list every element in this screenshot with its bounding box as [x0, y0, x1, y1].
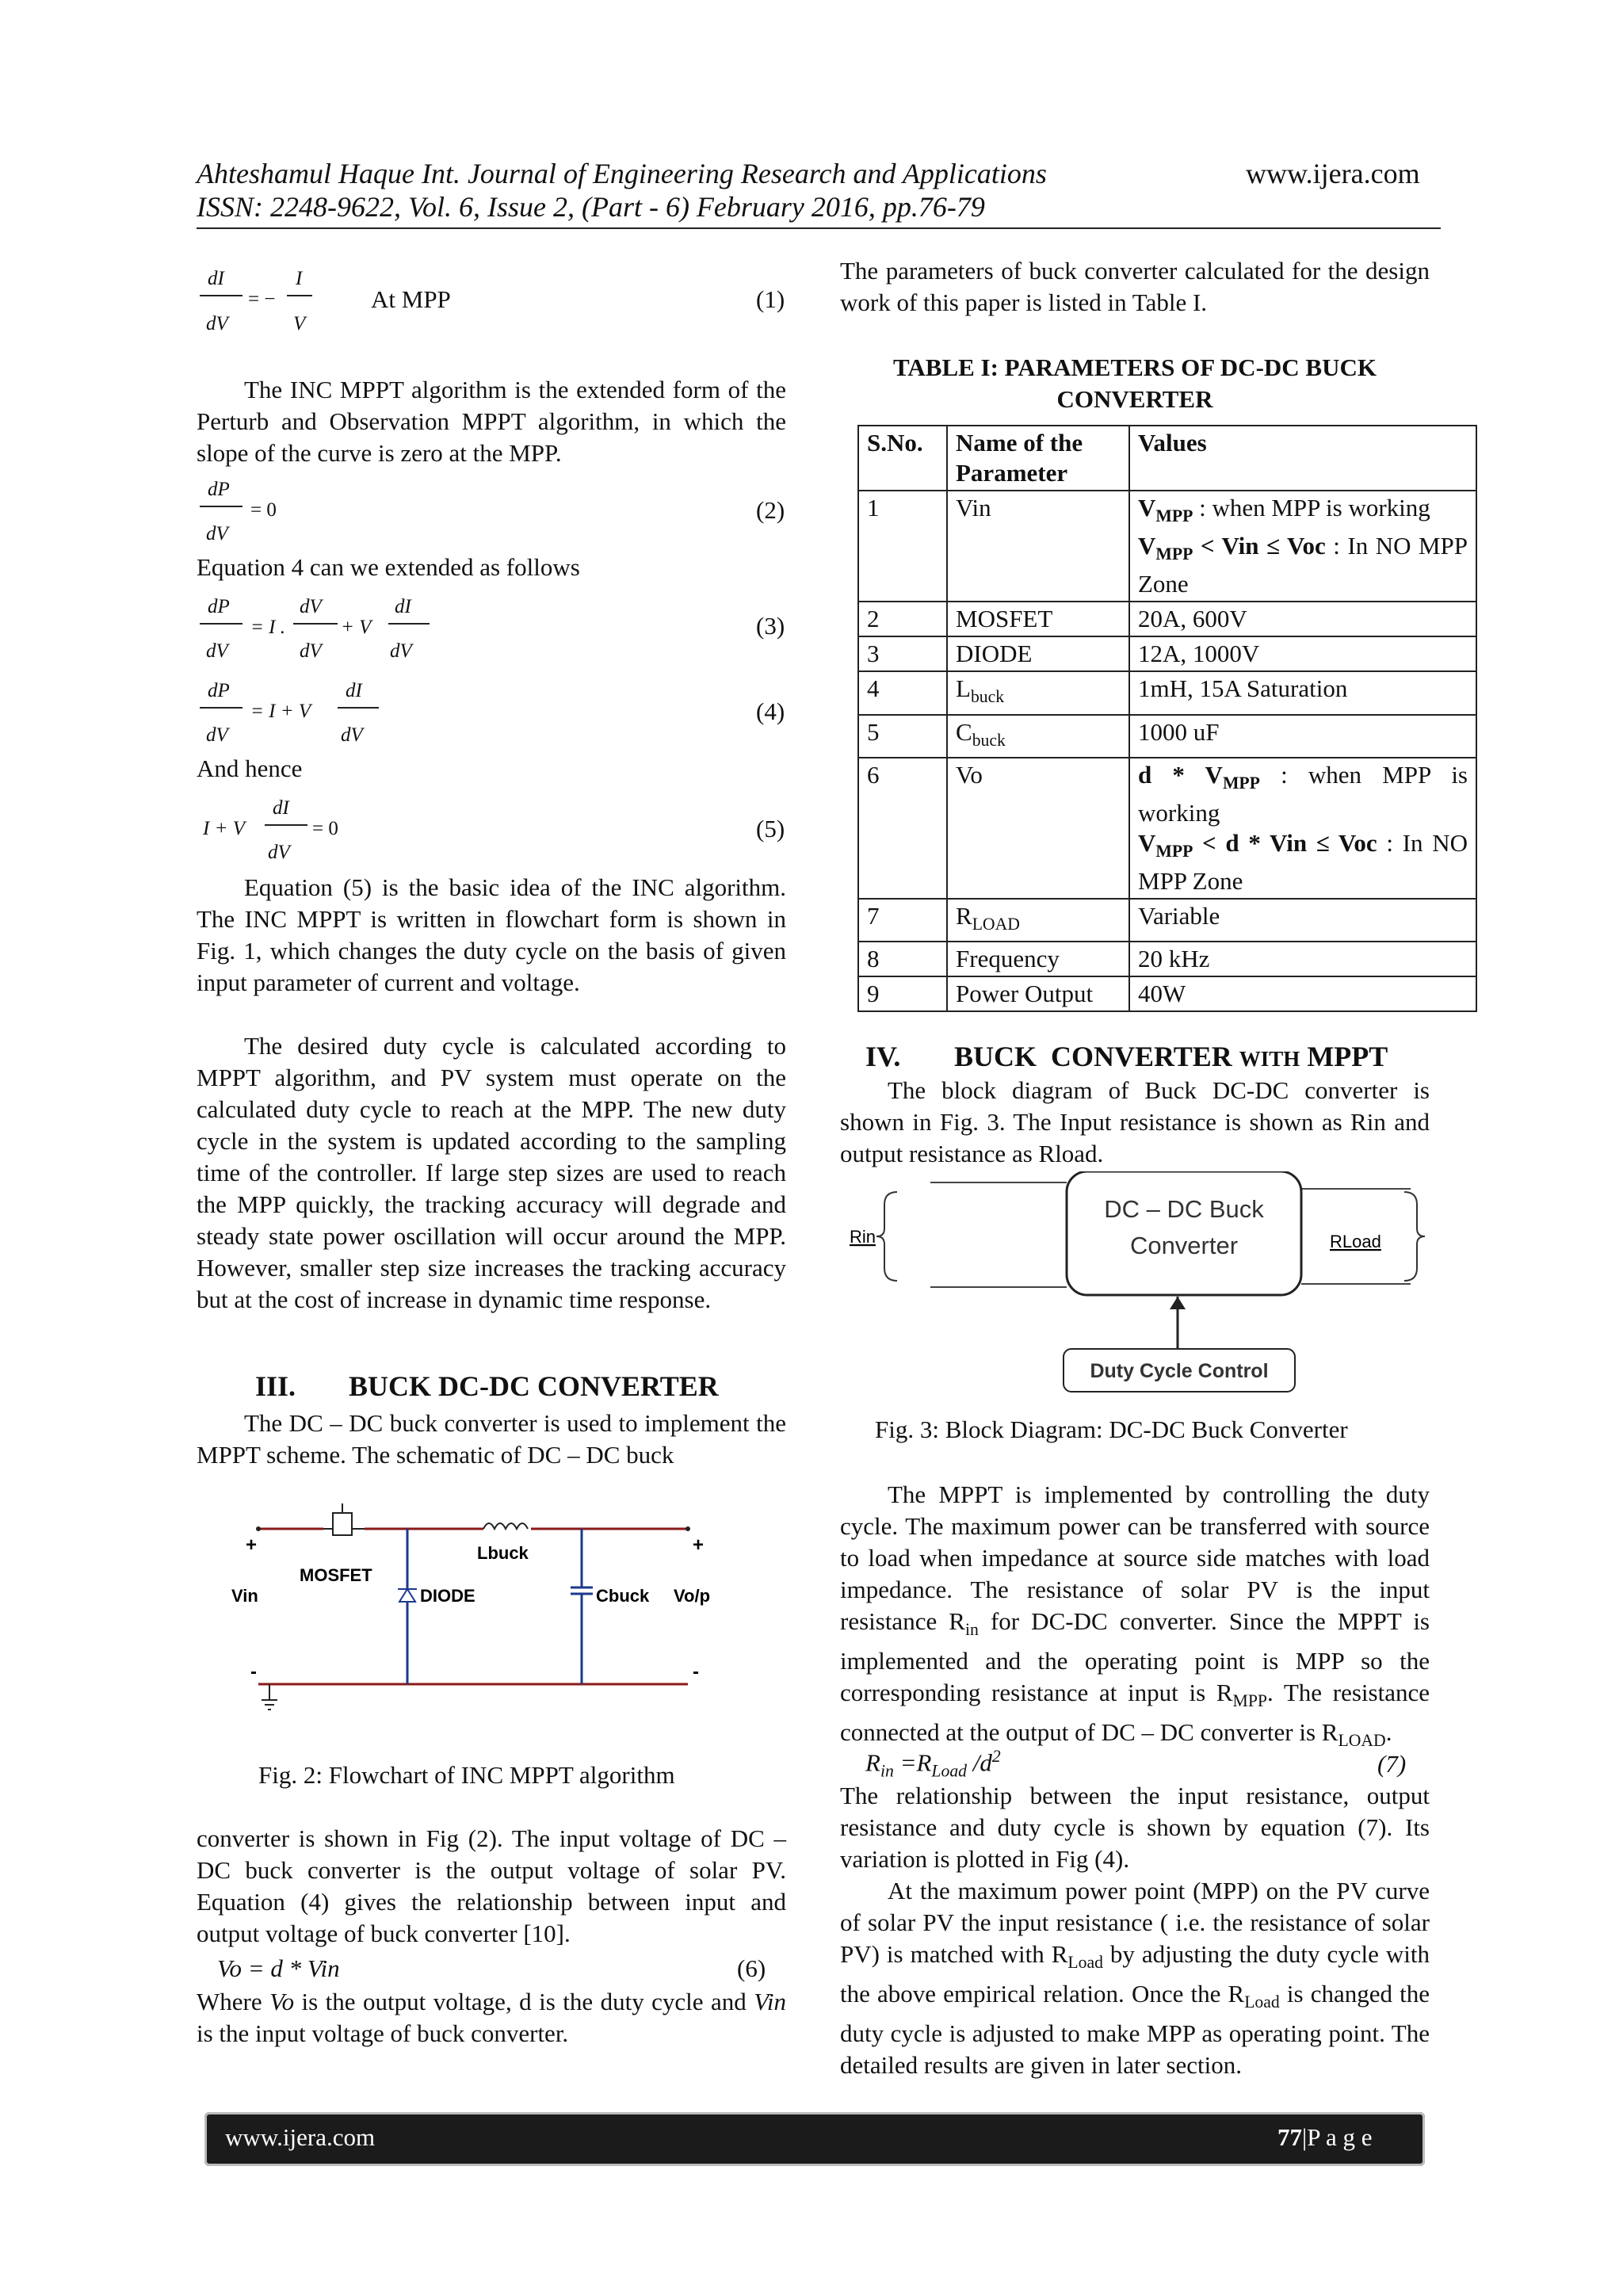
rload-brace [1404, 1192, 1425, 1281]
eq1-den: dV [206, 313, 228, 334]
duty-cycle-label: Duty Cycle Control [1090, 1360, 1269, 1382]
val-e: : In NO MPP Zone [1138, 532, 1468, 598]
table-title [840, 352, 1430, 415]
eq5-number: (5) [756, 815, 785, 842]
cell-value: 20A, 600V [1129, 602, 1476, 636]
paragraph-duty-cycle: The desired duty cycle is calculated according to MPPT algorithm, and PV system must operate on the calculated duty cycle to reach at the MPP. The new duty cycle in the system is updated according to the sampling time of the controller. If large step sizes are used to reach the MPP quickly, the tracking accuracy will degrade and steady state power oscillation will occur around the MPP. However, smaller step size increases the tracking accuracy but at the cost of increase in dynamic time response. [197, 1032, 786, 1313]
eq7-r: R [865, 1748, 880, 1777]
cell-name: MOSFET [947, 602, 1129, 636]
equation-intro: Equation 4 can we extended as follows [197, 553, 580, 581]
header-url[interactable]: www.ijera.com [1246, 158, 1420, 189]
val-c-sub: MPP [1155, 544, 1193, 564]
eq4-mid: = I + V [250, 701, 311, 722]
eq7-rsub: in [880, 1761, 894, 1781]
eq1-eq: = − [248, 288, 276, 310]
eq1-note: At MPP [371, 285, 451, 313]
eq4-d2: dV [341, 724, 363, 746]
cell-name: Power Output [947, 976, 1129, 1011]
equation-6: Vo = d * Vin [217, 1954, 340, 1982]
eq4-number: (4) [756, 697, 785, 725]
eq5-n: dI [273, 797, 289, 819]
schematic-diode: DIODE [420, 1586, 475, 1606]
section-4-number: IV. [865, 1041, 901, 1072]
cell-no: 7 [858, 899, 947, 942]
eq6-number: (6) [737, 1954, 766, 1982]
block-diagram [840, 1171, 1442, 1401]
schematic-lbuck: Lbuck [477, 1543, 529, 1563]
table-header-name: Name of the Parameter [947, 426, 1129, 491]
cell-value: 40W [1129, 976, 1476, 1011]
eq5-d: dV [268, 842, 290, 863]
cell-no: 3 [858, 636, 947, 671]
p3-sub2: MPP [1232, 1691, 1267, 1711]
cell-value [1129, 758, 1476, 899]
eq5-lhs: I + V [203, 818, 245, 839]
p5-a: At the maximum power point (MPP) on the PV curve of solar PV the input resistance ( i.e. the resistance of solar PV) is matched with R [840, 1877, 1430, 1968]
paragraph-parameters: The parameters of buck converter calculated for the design work of this paper is listed in Table I. [840, 257, 1430, 316]
paragraph-block-intro: The block diagram of Buck DC-DC converter is shown in Fig. 3. The Input resistance is shown as Rin and output resistance as Rload. [840, 1076, 1430, 1167]
running-header-issn: ISSN: 2248-9622, Vol. 6, Issue 2, (Part - 6) February 2016, pp.76-79 [197, 191, 985, 223]
p3-d: . [1385, 1718, 1392, 1747]
cell-value: 12A, 1000V [1129, 636, 1476, 671]
schematic-minus-right: - [693, 1661, 699, 1683]
page-footer [204, 2112, 1425, 2166]
eq2-den: dV [206, 523, 228, 544]
paragraph-buck-schematic: converter is shown in Fig (2). The input voltage of DC – DC buck converter is the output voltage of solar PV. Equation (4) gives the relationship between input and output voltage of buck converter [10]. [197, 1824, 786, 1947]
p3-a: The MPPT is implemented by controlling the duty cycle. The maximum power can be transferred with source to load when impedance at source side matches with load impedance. The resistance of solar PV is the input resistance R [840, 1480, 1430, 1635]
inductor-symbol [483, 1523, 528, 1529]
val-c-sub: MPP [1155, 842, 1193, 861]
eq3-mid2: + V [341, 617, 372, 638]
eq3-mid1: = I . [250, 617, 285, 638]
eq7-loadsub: Load [931, 1761, 968, 1781]
cell-no: 2 [858, 602, 947, 636]
name-sub: buck [970, 687, 1005, 707]
footer-page [1277, 2123, 1373, 2152]
diode-symbol [399, 1589, 415, 1602]
footer-url[interactable]: www.ijera.com [225, 2123, 376, 2151]
p5-sub2: Load [1244, 1992, 1280, 2012]
schematic-plus-left: + [246, 1534, 258, 1556]
table-row [858, 976, 1476, 1011]
eq7-number: (7) [1377, 1750, 1407, 1778]
and-hence: And hence [197, 755, 303, 782]
table-row [858, 899, 1476, 942]
eq4-n2: dI [346, 680, 362, 701]
table-row [858, 602, 1476, 636]
eq1-num2: I [296, 268, 303, 289]
val-a-sub: MPP [1222, 773, 1260, 793]
sec4-b: WITH [1239, 1047, 1300, 1071]
val-d: < Vin ≤ Voc [1193, 532, 1326, 560]
rload-label: RLoad [1330, 1232, 1381, 1251]
buck-converter-schematic [230, 1502, 721, 1724]
p3-c: . The resistance connected at the output of DC – DC converter is R [840, 1679, 1430, 1747]
figure-2-caption: Fig. 2: Flowchart of INC MPPT algorithm [258, 1761, 675, 1789]
header-rule [197, 227, 1441, 229]
cell-no: 8 [858, 942, 947, 976]
eq3-n3: dI [395, 596, 411, 617]
cell-name [947, 671, 1129, 714]
eq7-eq: =R [893, 1748, 932, 1777]
cell-no: 4 [858, 671, 947, 714]
eq2-num: dP [208, 479, 230, 500]
where-a: Where [197, 1988, 270, 2015]
eq5-rhs: = 0 [312, 818, 338, 839]
p3-sub1: in [964, 1620, 979, 1640]
cell-value [1129, 491, 1476, 602]
eq3-n1: dP [208, 596, 230, 617]
p5-b: by adjusting the duty cycle with the above empirical relation. Once the R [840, 1940, 1430, 2008]
mosfet-symbol [323, 1503, 365, 1535]
table-header-sno: S.No. [858, 426, 947, 491]
table-row [858, 758, 1476, 899]
name-main: L [956, 674, 971, 703]
eq1-den2: V [293, 313, 306, 334]
val-e: : In NO MPP Zone [1138, 828, 1468, 896]
table-header-values: Values [1129, 426, 1476, 491]
figure-3-caption: Fig. 3: Block Diagram: DC-DC Buck Converter [875, 1415, 1348, 1443]
arrow-up-icon [1170, 1297, 1186, 1309]
footer-page-label: |P a g e [1302, 2123, 1373, 2151]
table-title-line2: CONVERTER [1056, 385, 1213, 413]
cell-name [947, 715, 1129, 758]
eq3-number: (3) [756, 612, 785, 640]
name-main: R [956, 902, 972, 930]
cell-value: 1000 uF [1129, 715, 1476, 758]
p3-sub3: LOAD [1338, 1731, 1386, 1751]
cell-name: Vo [947, 758, 1129, 899]
eq1-num: dI [208, 268, 224, 289]
paragraph-where [197, 1986, 786, 2050]
paragraph-mpp [840, 1875, 1430, 2081]
sec4-a: BUCK CONVERTER [954, 1041, 1239, 1072]
where-c: is the input voltage of buck converter. [197, 2019, 569, 2047]
val-c: V [1138, 828, 1156, 857]
val-a: d * V [1138, 760, 1223, 789]
p5-c: is changed the duty cycle is adjusted to make MPP as operating point. The detailed results are given in later section. [840, 1980, 1430, 2080]
p5-sub1: Load [1067, 1953, 1103, 1973]
eq3-d2: dV [300, 640, 322, 662]
where-vin: Vin [754, 1988, 786, 2015]
cell-name: Frequency [947, 942, 1129, 976]
parameters-table [857, 425, 1477, 1012]
cell-name: DIODE [947, 636, 1129, 671]
schematic-cbuck: Cbuck [596, 1586, 650, 1606]
eq1-number: (1) [756, 285, 785, 313]
val-b: : when MPP is working [1138, 760, 1468, 827]
name-sub: LOAD [972, 915, 1020, 934]
cell-no: 9 [858, 976, 947, 1011]
schematic-mosfet: MOSFET [300, 1565, 372, 1585]
val-c: V [1138, 532, 1156, 560]
where-b: is the output voltage, d is the duty cycle and [294, 1988, 754, 2015]
eq2-number: (2) [756, 496, 785, 524]
eq4-n1: dP [208, 680, 230, 701]
eq3-d1: dV [206, 640, 228, 662]
section-3-number: III. [255, 1370, 296, 1402]
table-row [858, 942, 1476, 976]
val-d: < d * Vin ≤ Voc [1193, 828, 1377, 857]
p3-b: for DC-DC converter. Since the MPPT is implemented and the operating point is MPP so the corresponding resistance at input is R [840, 1607, 1430, 1707]
table-title-line1: TABLE I: PARAMETERS OF DC-DC BUCK [893, 353, 1377, 381]
name-sub: buck [972, 730, 1006, 750]
schematic-minus-left: - [250, 1661, 257, 1683]
table-row [858, 715, 1476, 758]
cell-name: Vin [947, 491, 1129, 602]
section-3-title: BUCK DC-DC CONVERTER [349, 1370, 719, 1402]
table-header-row [858, 426, 1476, 491]
val-b: : when MPP is working [1193, 494, 1430, 521]
name-main: C [956, 717, 972, 746]
schematic-vin: Vin [231, 1586, 258, 1606]
where-vo: Vo [269, 1988, 295, 2015]
eq4-d1: dV [206, 724, 228, 746]
eq3-d3: dV [390, 640, 412, 662]
eq7-div: /d [967, 1748, 992, 1777]
eq2-rhs: = 0 [250, 499, 277, 521]
cell-no: 5 [858, 715, 947, 758]
paragraph-inc-intro: The INC MPPT algorithm is the extended form of the Perturb and Observation MPPT algorithm, in which the slope of the curve is zero at the MPP. [197, 376, 786, 467]
val-a: V [1138, 494, 1156, 521]
converter-label-2: Converter [1129, 1232, 1239, 1259]
cell-value: Variable [1129, 899, 1476, 942]
paragraph-inc-basic: Equation (5) is the basic idea of the INC algorithm. The INC MPPT is written in flowchart form is shown in Fig. 1, which changes the duty cycle on the basis of given input parameter of current and voltage. [197, 873, 786, 996]
schematic-vop: Vo/p [674, 1586, 711, 1606]
cell-name [947, 899, 1129, 942]
table-row [858, 636, 1476, 671]
converter-label-1: DC – DC Buck [1104, 1195, 1264, 1223]
table-row [858, 491, 1476, 602]
cell-no: 6 [858, 758, 947, 899]
rin-brace [876, 1192, 897, 1281]
table-row [858, 671, 1476, 714]
cell-value: 20 kHz [1129, 942, 1476, 976]
footer-page-number: 77 [1277, 2123, 1302, 2151]
paragraph-mppt-impl [840, 1479, 1430, 1757]
rin-label: Rin [850, 1227, 876, 1247]
cell-no: 1 [858, 491, 947, 602]
paragraph-relationship: The relationship between the input resistance, output resistance and duty cycle is shown by equation (7). Its variation is plotted in Fig (4). [840, 1782, 1430, 1873]
cell-value: 1mH, 15A Saturation [1129, 671, 1476, 714]
paragraph-buck-intro: The DC – DC buck converter is used to implement the MPPT scheme. The schematic of DC – DC buck [197, 1409, 786, 1469]
val-a-sub: MPP [1155, 506, 1193, 526]
equation-7 [865, 1747, 1001, 1782]
schematic-plus-right: + [693, 1534, 705, 1556]
eq3-n2: dV [300, 596, 322, 617]
section-4-title [954, 1040, 1388, 1073]
sec4-c: MPPT [1300, 1041, 1388, 1072]
eq7-sup: 2 [991, 1747, 1001, 1766]
running-header-title: Ahteshamul Haque Int. Journal of Engineering Research and Applications [197, 158, 1047, 189]
